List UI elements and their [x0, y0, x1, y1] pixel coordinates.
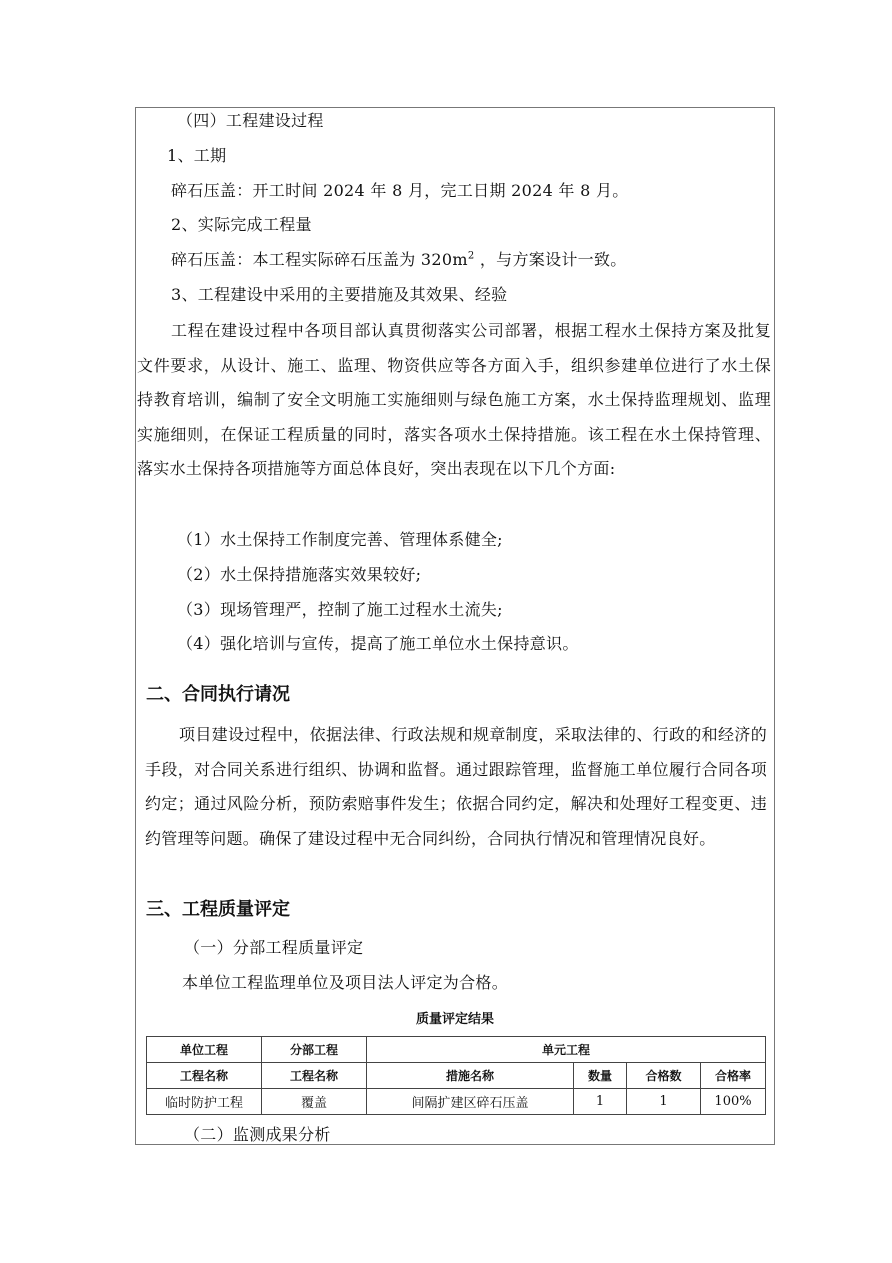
- cell-division-name: 覆盖: [262, 1089, 367, 1115]
- header-pass-rate: 合格率: [701, 1063, 766, 1089]
- table-subheader-row: [147, 1063, 766, 1089]
- item-2-title: 2、实际完成工程量: [171, 215, 312, 234]
- header-division-project: 分部工程: [262, 1037, 367, 1063]
- list-item: （1）水土保持工作制度完善、管理体系健全;: [177, 530, 503, 549]
- header-pass-count: 合格数: [627, 1063, 701, 1089]
- cell-pass-rate: 100%: [701, 1089, 766, 1115]
- section-four-heading: （四）工程建设过程: [177, 111, 324, 130]
- header-unit-name: 工程名称: [147, 1063, 262, 1089]
- table-row: [147, 1089, 766, 1115]
- header-unit-project: 单位工程: [147, 1037, 262, 1063]
- item-1-title: 1、工期: [167, 146, 227, 165]
- header-measure-name: 措施名称: [367, 1063, 574, 1089]
- cell-pass-count: 1: [627, 1089, 701, 1115]
- item-2-text: [171, 250, 627, 270]
- header-division-name: 工程名称: [262, 1063, 367, 1089]
- contract-paragraph: 项目建设过程中，依据法律、行政法规和规章制度，采取法律的、行政的和经济的手段，对合同关系进行组织、协调和监督。通过跟踪管理，监督施工单位履行合同各项约定；通过风险分析，预防索赔事件发生；依据合同约定，解决和处理好工程变更、违约管理等问题。确保了建设过程中无合同纠纷，合同执行情况和管理情况良好。: [145, 725, 767, 848]
- sub1-heading: （一）分部工程质量评定: [184, 938, 364, 957]
- heading-contract: 二、合同执行请况: [146, 684, 290, 705]
- cell-measure-name: 间隔扩建区碎石压盖: [367, 1089, 574, 1115]
- sub1-text: 本单位工程监理单位及项目法人评定为合格。: [182, 973, 509, 992]
- header-count: 数量: [574, 1063, 627, 1089]
- item-1-text: 碎石压盖：开工时间 2024 年 8 月，完工日期 2024 年 8 月。: [171, 181, 629, 200]
- sub2-heading: （二）监测成果分析: [184, 1125, 331, 1144]
- list-item: （4）强化培训与宣传，提高了施工单位水土保持意识。: [177, 634, 579, 653]
- item-2-text-main: 碎石压盖：本工程实际碎石压盖为 320m: [171, 250, 468, 269]
- table-caption: 质量评定结果: [415, 1012, 494, 1027]
- quality-table: [146, 1036, 766, 1115]
- header-element-project: 单元工程: [367, 1037, 766, 1063]
- item-3-title: 3、工程建设中采用的主要措施及其效果、经验: [171, 285, 508, 304]
- heading-quality: 三、工程质量评定: [146, 899, 290, 920]
- list-item: （2）水土保持措施落实效果较好;: [177, 565, 422, 584]
- cell-count: 1: [574, 1089, 627, 1115]
- item-2-text-superscript: 2: [467, 250, 475, 262]
- measures-paragraph: 工程在建设过程中各项目部认真贯彻落实公司部署，根据工程水土保持方案及批复文件要求，从设计、施工、监理、物资供应等各方面入手，组织参建单位进行了水土保持教育培训，编制了安全文明施工实施细则与绿色施工方案，水土保持监理规划、监理实施细则，在保证工程质量的同时，落实各项水土保持措施。该工程在水土保持管理、落实水土保持各项措施等方面总体良好，突出表现在以下几个方面:: [137, 321, 771, 478]
- table-header-row: [147, 1037, 766, 1063]
- list-item: （3）现场管理严，控制了施工过程水土流失;: [177, 600, 503, 619]
- cell-unit-name: 临时防护工程: [147, 1089, 262, 1115]
- item-2-text-end: ，与方案设计一致。: [474, 250, 627, 269]
